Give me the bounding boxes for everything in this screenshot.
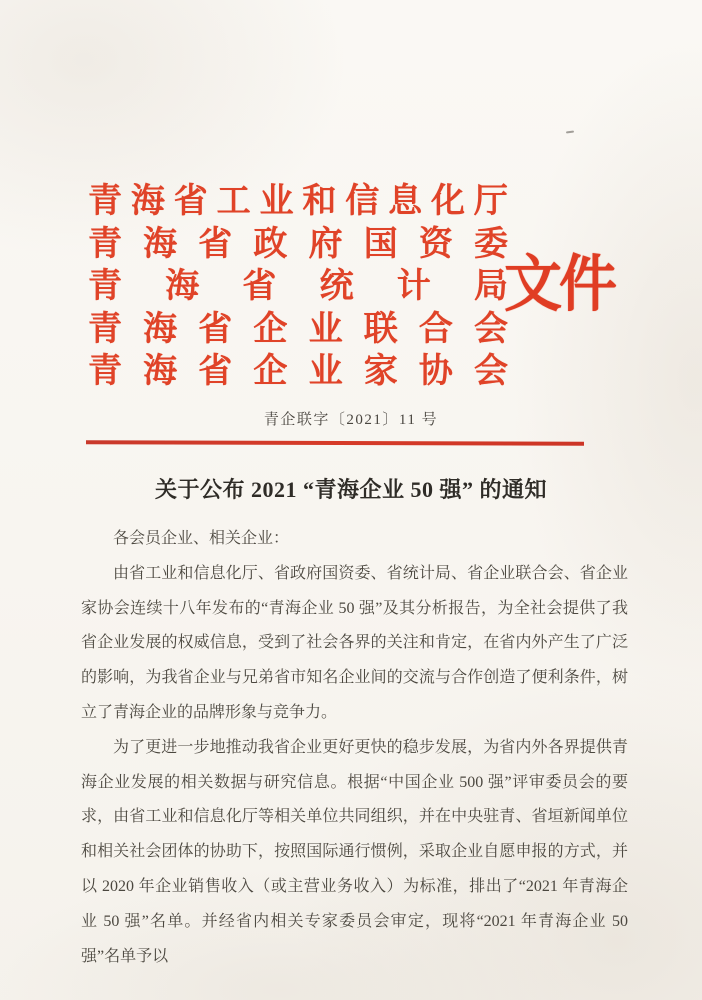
document-body: [81, 522, 628, 974]
document-title: 关于公布 2021 “青海企业 50 强” 的通知: [154, 477, 547, 502]
letterhead-org-line-3: 青 海 省 统 计 局: [88, 268, 508, 306]
document-number: 青企联字〔2021〕11 号: [263, 412, 439, 428]
body-paragraph-1: 由省工业和信息化厅、省政府国资委、省统计局、省企业联合会、省企业家协会连续十八年发布的“青海企业 50 强”及其分析报告，为全社会提供了我省企业发展的权威信息，受到了社会各界的关注和肯定，在省内外产生了广泛的影响，为我省企业与兄弟省市知名企业间的交流与合作创造了便利条件，树立了青海企业的品牌形象与竞争力。: [81, 564, 628, 721]
letterhead: [88, 181, 508, 394]
letterhead-org-line-1: 青 海 省 工 业 和 信 息 化 厅: [88, 183, 508, 221]
body-paragraph-2: 为了更进一步地推动我省企业更好更快的稳步发展，为省内外各界提供青海企业发展的相关数据与研究信息。根据“中国企业 500 强”评审委员会的要求，由省工业和信息化厅等相关单位共同组织，并在中央驻青、省垣新闻单位和相关社会团体的协助下，按照国际通行惯例，采取企业自愿申报的方式，并以 2020 年企业销售收入（或主营业务收入）为标准，排出了“2021 年青海企业 50 强”名单。并经省内相关专家委员会审定，现将“2021 年青海企业 50 强”名单予以: [81, 738, 628, 965]
red-separator-line: [86, 440, 584, 446]
letterhead-org-line-4: 青 海 省 企 业 联 合 会: [88, 310, 508, 348]
letterhead-file-word: 文件: [504, 249, 615, 319]
salutation: 各会员企业、相关企业：: [113, 530, 290, 547]
letterhead-org-line-5: 青 海 省 企 业 家 协 会: [88, 353, 508, 391]
letterhead-org-line-2: 青 海 省 政 府 国 资 委: [88, 225, 508, 263]
scan-artifact: [566, 130, 574, 133]
